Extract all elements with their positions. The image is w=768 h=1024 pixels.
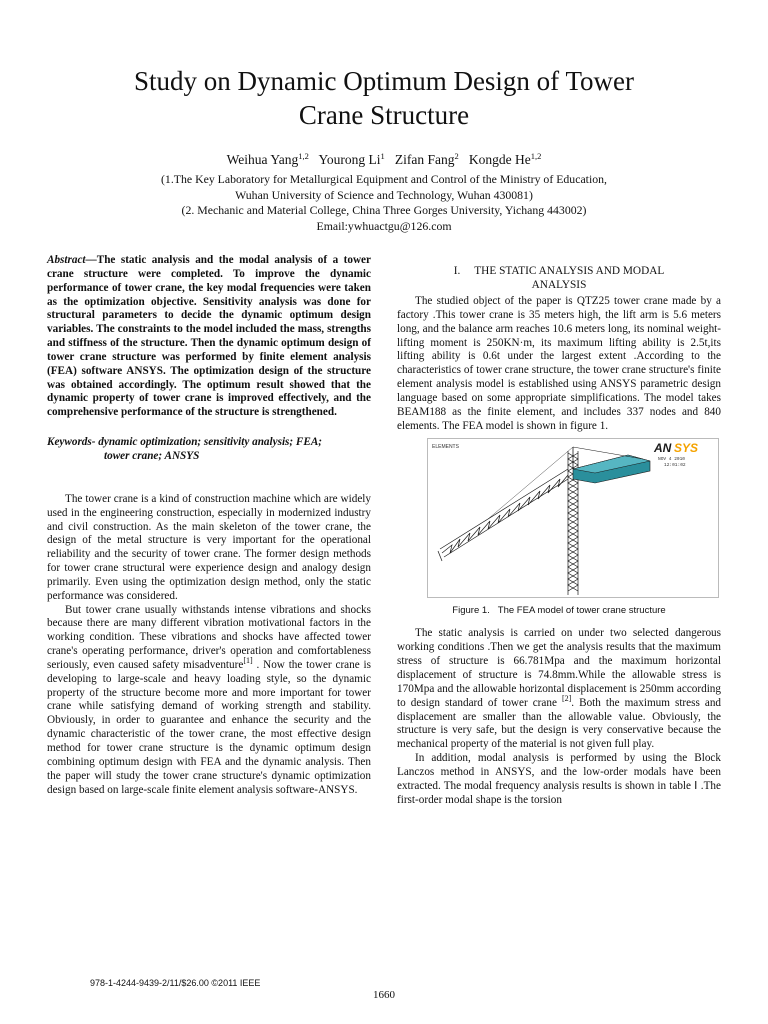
- affiliation-line: (1.The Key Laboratory for Metallurgical Equipment and Control of the Ministry of Education,: [161, 172, 607, 186]
- abstract: [47, 254, 371, 420]
- intro-paragraph-1: The tower crane is a kind of construction machine which are widely used in the engineering construction, especially in modernized industry and civil construction. As the main skeleton of the tower crane, the design of the metal structure is very important for the operational reliability and the security of tower crane. The former design methods for tower crane structural were experience design and analogy design primarily. Even using the optimization design method, only the static performance was considered.: [47, 492, 371, 602]
- page-number: 1660: [373, 989, 395, 1001]
- section1-paragraph-2-text-a: The static analysis is carried on under two selected dangerous working conditions .Then we get the analysis results that the maximum stress of structure is 66.781Mpa and the maximum horizontal displacement of structure is 74.8mm.While the allowable stress is 170Mpa and the allowable horizontal displacement is 250mm according to design standard of tower crane: [397, 627, 721, 709]
- keywords-line-2: tower crane; ANSYS: [104, 449, 200, 462]
- fea-model-graphic: [428, 439, 718, 597]
- copyright-footer: 978-1-4244-9439-2/11/$26.00 ©2011 IEEE: [90, 978, 261, 988]
- fea-corner-label: ELEMENTS: [432, 444, 459, 451]
- intro-paragraph-2-text-a: But tower crane usually withstands intense vibrations and shocks because there are many different vibration motivational factors in the working condition. These vibrations and shocks have affected tower crane's operating performance, driver's operation and comfortableness seriously, even caused safety misadventure: [47, 603, 371, 671]
- author-name: Yourong Li: [318, 152, 381, 167]
- figure-1-label: Figure 1.: [452, 605, 490, 617]
- citation-ref: [1]: [243, 655, 253, 665]
- ansys-logo: [653, 441, 698, 455]
- affiliation-line: Wuhan University of Science and Technology, Wuhan 430081): [235, 187, 533, 202]
- section1-paragraph-1: The studied object of the paper is QTZ25 tower crane made by a factory .This tower crane is 35 meters high, the lift arm is 5.6 meters long, and the balance arm reaches 10.6 meters long, its nominal weight-lifting moment is 250KN·m, its maximum lifting ability is 2.5t,its lifting ability is 0.6t under the largest extent .According to the characteristics of tower crane structure, the tower crane structure's finite element analysis model is established using ANSYS parametric design language based on some appropriate simplifications. The model takes BEAM188 as the finite element, and includes 337 nodes and 840 elements. The FEA model is shown in figure 1.: [397, 295, 721, 432]
- section-title-line-1: THE STATIC ANALYSIS AND MODAL: [474, 265, 665, 277]
- section-heading: [397, 264, 721, 292]
- author-name: Weihua Yang: [226, 152, 299, 167]
- citation-ref: [2]: [561, 693, 572, 703]
- author-affiliation-mark: 1: [380, 151, 385, 161]
- ansys-logo-sys: SYS: [674, 441, 699, 456]
- figure-1-image: [427, 438, 719, 598]
- left-column: [47, 254, 371, 797]
- section1-paragraph-3: In addition, modal analysis is performed by using the Block Lanczos method in ANSYS, and the low-order modals have been extracted. The modal frequency analysis results is shown in table Ⅰ .The first-order modal shape is the torsion: [397, 752, 721, 806]
- paper-title-line-2: Crane Structure: [298, 100, 470, 130]
- abstract-dash: —: [85, 254, 97, 266]
- crane-counter-jib: [488, 447, 650, 519]
- crane-jib-arm: [438, 469, 568, 561]
- paper-title-line-1: Study on Dynamic Optimum Design of Tower: [133, 66, 635, 96]
- author-affiliation-mark: 1,2: [298, 151, 309, 161]
- abstract-label: Abstract: [47, 254, 86, 266]
- section1-paragraph-2-text-b: . Both the maximum stress and displacement are smaller than the allowable value. Obviously, the structure is very safe, but the design is very conservative because the mechanical property of the material is not given full play.: [397, 696, 722, 751]
- author-name: Kongde He: [468, 152, 531, 167]
- author-list: [60, 151, 708, 168]
- section1-paragraph-2: [397, 627, 721, 752]
- keywords: [47, 436, 371, 464]
- intro-paragraph-2-text-b: . Now the tower crane is developing to large-scale and heavy loading style, so the dynamic property of the structure become more and more important for tower crane while satisfying demand of working strength and stability. Obviously, in order to guarantee and enhance the security and the dynamic characteristic of the tower crane, the most effective design method for tower crane structure is the dynamic optimum design combining optimum design with FEA and the dynamic analysis. Then the paper will study the tower crane structure's dynamic optimization design based on large-scale finite element analysis software-ANSYS.: [47, 658, 371, 796]
- intro-paragraph-2: [47, 604, 371, 798]
- contact-email: Email:ywhuactgu@126.com: [316, 218, 452, 233]
- fea-date: NOV 4 2010: [658, 457, 686, 463]
- abstract-text: The static analysis and the modal analysis of a tower crane structure were completed. To improve the dynamic performance of tower crane, the key modal frequencies were taken as the optimization objective. Sensitivity analysis was done for structural parameters to decide the dynamic optimum design variables. The constraints to the model included the mass, strengths and stiffness of the structure. Then the dynamic optimum design of tower crane structure was performed by finite element analysis (FEA) software ANSYS. The optimization design of the structure was obtained accordingly. The optimum result showed that the dynamic property of tower crane is improved effectively, and the comprehensive performance of the structure is strengthened.: [47, 254, 371, 419]
- author-affiliation-mark: 1,2: [530, 151, 542, 161]
- paper-title: [60, 64, 708, 132]
- keywords-label: Keywords: [47, 436, 92, 449]
- author-name: Zifan Fang: [394, 152, 455, 167]
- figure-1-caption-text: The FEA model of tower crane structure: [497, 605, 666, 617]
- figure-1-caption: [397, 605, 721, 617]
- affiliation-line: (2. Mechanic and Material College, China Three Gorges University, Yichang 443002): [181, 203, 587, 217]
- keywords-line-1: - dynamic optimization; sensitivity analysis; FEA;: [91, 436, 323, 449]
- affiliations: [60, 172, 708, 234]
- author-affiliation-mark: 2: [454, 151, 459, 161]
- section-number: I.: [453, 265, 461, 277]
- ansys-logo-an: AN: [654, 441, 672, 456]
- right-column: [397, 254, 721, 807]
- section-title-line-2: ANALYSIS: [531, 279, 587, 291]
- fea-time: 12:01:02: [664, 463, 686, 469]
